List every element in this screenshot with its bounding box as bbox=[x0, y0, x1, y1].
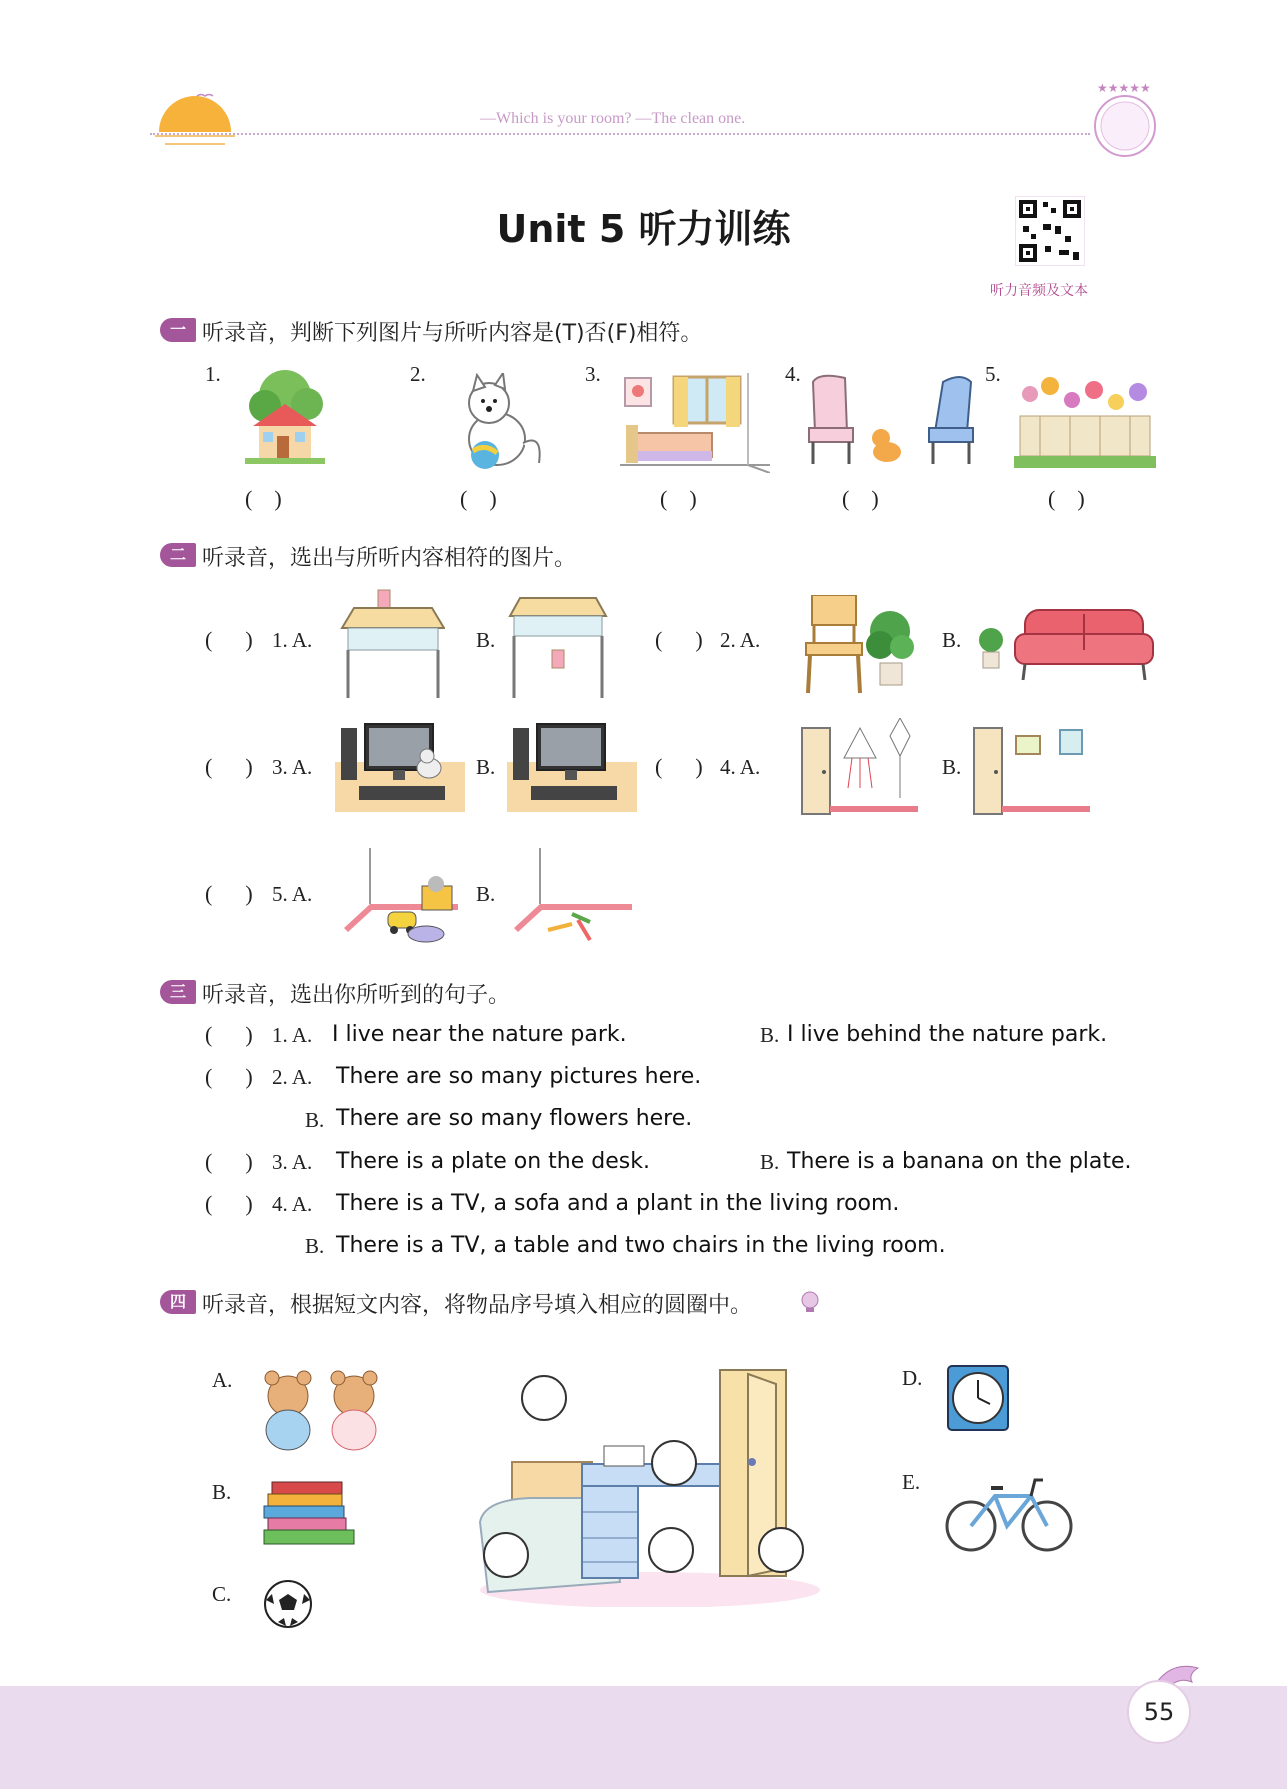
s3-item-2-a: There are so many pictures here. bbox=[336, 1064, 702, 1089]
computer-icon bbox=[507, 722, 637, 816]
section-4-badge: 四 bbox=[160, 1290, 196, 1314]
s1-item-3-num: 3. bbox=[585, 362, 601, 386]
chairs-cat-icon bbox=[805, 372, 980, 476]
clock-icon bbox=[946, 1364, 1010, 1436]
s3-item-1-a: I live near the nature park. bbox=[332, 1022, 627, 1047]
house-icon bbox=[235, 368, 335, 472]
s2-item-2-num: 2. A. bbox=[720, 628, 761, 652]
teddy-bears-icon bbox=[252, 1368, 392, 1457]
s1-item-1-paren[interactable]: ( ) bbox=[245, 486, 282, 511]
door-pictures-icon bbox=[972, 718, 1092, 822]
section-1-badge: 一 bbox=[160, 318, 196, 342]
s2-item-3-b: B. bbox=[476, 755, 496, 779]
s3-item-1-num: 1. A. bbox=[272, 1023, 313, 1047]
answer-circle-3[interactable] bbox=[483, 1532, 529, 1578]
s1-item-3-paren[interactable]: ( ) bbox=[660, 486, 697, 511]
section-3-instruction: 听录音，选出你所听到的句子。 bbox=[202, 983, 511, 1008]
computer-cat-icon bbox=[335, 722, 465, 816]
s3-item-1-b: I live behind the nature park. bbox=[787, 1022, 1108, 1047]
room-toy-cars-icon bbox=[338, 848, 463, 952]
header-tagline: —Which is your room? —The clean one. bbox=[480, 110, 746, 127]
page-number: 55 bbox=[1127, 1680, 1191, 1744]
s4-option-b-label: B. bbox=[212, 1480, 232, 1504]
s2-item-4-paren[interactable]: ( ) bbox=[655, 754, 703, 779]
bedroom-icon bbox=[620, 373, 770, 477]
s3-item-2-b-label: B. bbox=[305, 1108, 325, 1132]
qr-caption: 听力音频及文本 bbox=[990, 283, 1088, 299]
sofa-plant-icon bbox=[975, 600, 1155, 694]
s2-item-4-num: 4. A. bbox=[720, 755, 761, 779]
s1-item-4-paren[interactable]: ( ) bbox=[842, 486, 879, 511]
s3-item-4-paren[interactable]: ( ) bbox=[205, 1191, 253, 1216]
s2-item-1-num: 1. A. bbox=[272, 628, 313, 652]
s3-item-4-a: There is a TV, a sofa and a plant in the living room. bbox=[336, 1191, 900, 1216]
door-kites-icon bbox=[800, 718, 920, 822]
s3-item-3-a: There is a plate on the desk. bbox=[336, 1149, 650, 1174]
footer-band bbox=[0, 1686, 1287, 1789]
answer-circle-5[interactable] bbox=[758, 1527, 804, 1573]
room-crayons-icon bbox=[508, 848, 633, 952]
s2-item-5-b: B. bbox=[476, 882, 496, 906]
s1-item-2-paren[interactable]: ( ) bbox=[460, 486, 497, 511]
s3-item-4-num: 4. A. bbox=[272, 1192, 313, 1216]
tip-icon bbox=[800, 1290, 820, 1318]
s3-item-2-paren[interactable]: ( ) bbox=[205, 1064, 253, 1089]
s3-item-2-b: There are so many flowers here. bbox=[336, 1106, 693, 1131]
bike-icon bbox=[943, 1472, 1075, 1556]
s3-item-3-paren[interactable]: ( ) bbox=[205, 1149, 253, 1174]
desk-cup-under-icon bbox=[508, 596, 608, 704]
s4-option-c-label: C. bbox=[212, 1582, 232, 1606]
answer-circle-1[interactable] bbox=[521, 1375, 567, 1421]
s2-item-3-num: 3. A. bbox=[272, 755, 313, 779]
section-2-badge: 二 bbox=[160, 543, 196, 567]
s3-item-3-b-label: B. bbox=[760, 1150, 780, 1174]
section-3-badge: 三 bbox=[160, 980, 196, 1004]
section-1-instruction: 听录音，判断下列图片与所听内容是(T)否(F)相符。 bbox=[202, 321, 703, 346]
football-icon bbox=[262, 1578, 314, 1634]
s3-item-3-num: 3. A. bbox=[272, 1150, 313, 1174]
s3-item-1-b-label: B. bbox=[760, 1023, 780, 1047]
header-divider bbox=[150, 133, 1090, 135]
s1-item-5-num: 5. bbox=[985, 362, 1001, 386]
s2-item-4-b: B. bbox=[942, 755, 962, 779]
s2-item-5-paren[interactable]: ( ) bbox=[205, 881, 253, 906]
s2-item-3-paren[interactable]: ( ) bbox=[205, 754, 253, 779]
page-title: Unit 5 听力训练 bbox=[496, 207, 791, 251]
brand-seal bbox=[1085, 78, 1165, 168]
s2-item-5-num: 5. A. bbox=[272, 882, 313, 906]
s2-item-1-paren[interactable]: ( ) bbox=[205, 627, 253, 652]
dog-icon bbox=[455, 373, 545, 477]
sun-logo bbox=[155, 92, 235, 132]
s4-option-e-label: E. bbox=[902, 1470, 921, 1494]
s1-item-4-num: 4. bbox=[785, 362, 801, 386]
s4-option-a-label: A. bbox=[212, 1368, 233, 1392]
s2-item-1-b: B. bbox=[476, 628, 496, 652]
flower-garden-icon bbox=[1010, 372, 1160, 476]
section-4-instruction: 听录音，根据短文内容，将物品序号填入相应的圆圈中。 bbox=[202, 1293, 753, 1318]
s4-option-d-label: D. bbox=[902, 1366, 923, 1390]
s2-item-2-b: B. bbox=[942, 628, 962, 652]
s3-item-4-b: There is a TV, a table and two chairs in the living room. bbox=[336, 1233, 946, 1258]
desk-cup-on-icon bbox=[340, 588, 445, 704]
s3-item-4-b-label: B. bbox=[305, 1234, 325, 1258]
chair-plant-icon bbox=[800, 595, 920, 699]
svg-text:★★★★★: ★★★★★ bbox=[1097, 81, 1151, 95]
books-icon bbox=[262, 1480, 362, 1554]
section-2-instruction: 听录音，选出与所听内容相符的图片。 bbox=[202, 546, 577, 571]
s1-item-2-num: 2. bbox=[410, 362, 426, 386]
s1-item-5-paren[interactable]: ( ) bbox=[1048, 486, 1085, 511]
answer-circle-4[interactable] bbox=[648, 1527, 694, 1573]
s1-item-1-num: 1. bbox=[205, 362, 221, 386]
answer-circle-2[interactable] bbox=[651, 1440, 697, 1486]
qr-code-icon[interactable] bbox=[1015, 196, 1085, 266]
s3-item-1-paren[interactable]: ( ) bbox=[205, 1022, 253, 1047]
s3-item-2-num: 2. A. bbox=[272, 1065, 313, 1089]
s3-item-3-b: There is a banana on the plate. bbox=[787, 1149, 1132, 1174]
s2-item-2-paren[interactable]: ( ) bbox=[655, 627, 703, 652]
